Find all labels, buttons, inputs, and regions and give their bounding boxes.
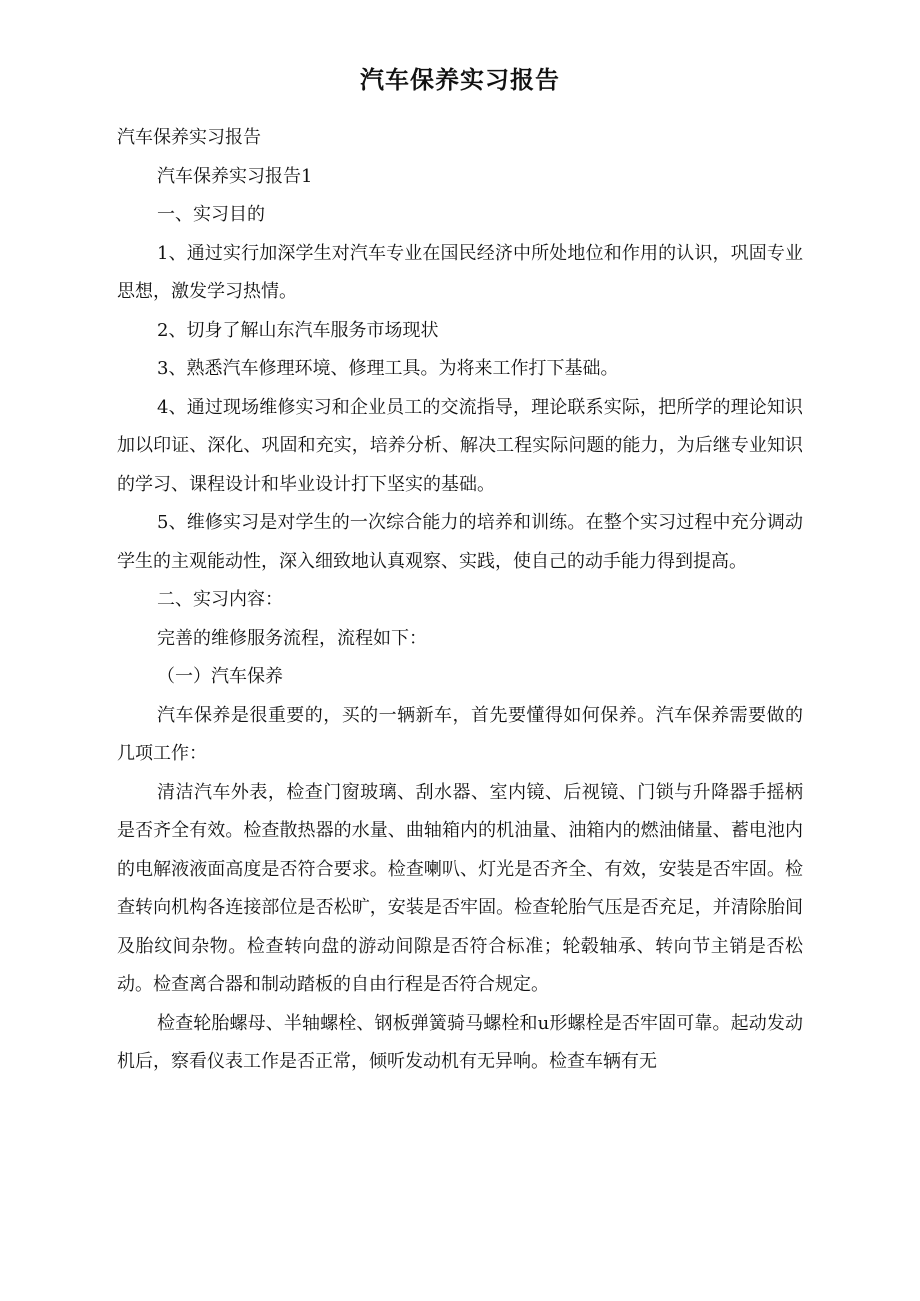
paragraph: 汽车保养实习报告1: [157, 165, 313, 187]
paragraph: 检查轮胎螺母、半轴螺栓、钢板弹簧骑马螺栓和u形螺栓是否牢固可靠。起动发动机后，察看仪表工作是否正常，倾听发动机有无异响。检查车辆有无: [117, 1012, 803, 1072]
paragraph: （一）汽车保养: [157, 666, 283, 687]
paragraph: 汽车保养实习报告: [117, 127, 261, 148]
paragraph: 2、切身了解山东汽车服务市场现状: [157, 319, 439, 341]
paragraph: 4、通过现场维修实习和企业员工的交流指导，理论联系实际，把所学的理论知识加以印证、深化、巩固和充实，培养分析、解决工程实际问题的能力，为后继专业知识的学习、课程设计和毕业设计打下坚实的基础。: [117, 396, 803, 495]
paragraph: 一、实习目的: [157, 204, 265, 225]
paragraph: 二、实习内容：: [157, 589, 283, 610]
paragraph: 完善的维修服务流程，流程如下：: [157, 627, 427, 649]
document-title: 汽车保养实习报告: [360, 66, 560, 94]
document-body: [117, 119, 803, 1082]
paragraph: 1、通过实行加深学生对汽车专业在国民经济中所处地位和作用的认识，巩固专业思想，激发学习热情。: [117, 242, 803, 302]
paragraph: 清洁汽车外表，检查门窗玻璃、刮水器、室内镜、后视镜、门锁与升降器手摇柄是否齐全有效。检查散热器的水量、曲轴箱内的机油量、油箱内的燃油储量、蓄电池内的电解液液面高度是否符合要求。检查喇叭、灯光是否齐全、有效，安装是否牢固。检查转向机构各连接部位是否松旷，安装是否牢固。检查轮胎气压是否充足，并清除胎间及胎纹间杂物。检查转向盘的游动间隙是否符合标准；轮毂轴承、转向节主销是否松动。检查离合器和制动踏板的自由行程是否符合规定。: [117, 781, 803, 995]
paragraph: 汽车保养是很重要的，买的一辆新车，首先要懂得如何保养。汽车保养需要做的几项工作：: [117, 704, 803, 764]
paragraph: 5、维修实习是对学生的一次综合能力的培养和训练。在整个实习过程中充分调动学生的主观能动性，深入细致地认真观察、实践，使自己的动手能力得到提高。: [117, 512, 803, 572]
paragraph: 3、熟悉汽车修理环境、修理工具。为将来工作打下基础。: [157, 358, 619, 379]
